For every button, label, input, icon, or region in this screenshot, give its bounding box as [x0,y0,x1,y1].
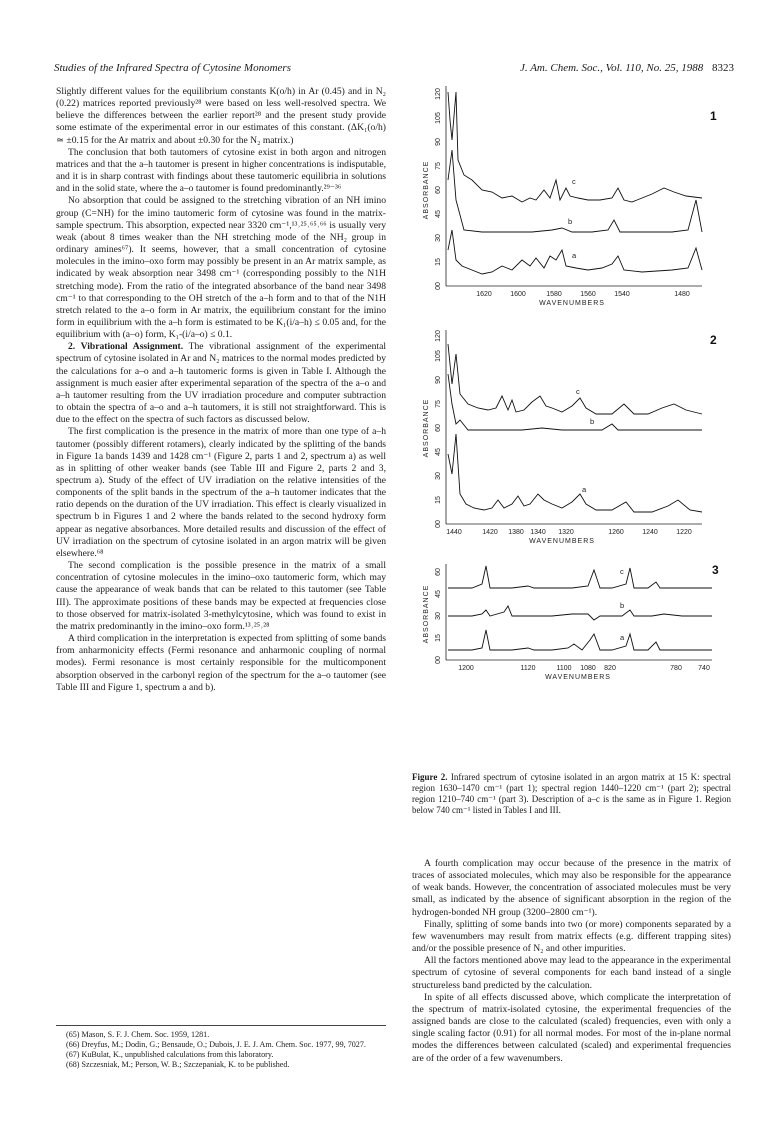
y-tick-label: 15 [435,258,442,266]
y-tick-label: 00 [435,520,442,528]
x-tick-label: 1080 [580,665,596,672]
trace-label-a: a [620,633,625,642]
paragraph: All the factors mentioned above may lead to the appearance in the experimental spectrum of cytosine of several components for each band instead of a single structureless band predicted by the calculation. [412,955,731,991]
page-number: 8323 [712,62,734,74]
x-tick-label: 1560 [580,291,596,298]
y-tick-label: 75 [435,162,442,170]
x-tick-label: 780 [670,665,682,672]
x-tick-label: 1320 [558,529,574,536]
trace-label-b: b [590,417,595,426]
y-tick-label: 30 [435,472,442,480]
journal-citation: J. Am. Chem. Soc., Vol. 110, No. 25, 1988 [520,62,704,74]
section-heading: 2. Vibrational Assignment. [68,341,184,353]
y-axis-label: ABSORBANCE [423,160,430,220]
y-tick-label: 00 [435,282,442,290]
panel-number: 1 [710,109,717,123]
x-ticks [476,291,690,307]
x-tick-label: 1580 [546,291,562,298]
y-tick-label: 105 [435,350,442,362]
trace-label-c: c [572,177,576,186]
x-tick-label: 1220 [676,529,692,536]
x-tick-label: 1600 [510,291,526,298]
trace-label-c: c [620,567,624,576]
y-tick-label: 30 [435,234,442,242]
panel-number: 3 [712,563,719,577]
y-tick-label: 60 [435,424,442,432]
y-tick-label: 90 [435,138,442,146]
section-paragraph [56,341,386,426]
y-tick-label: 120 [435,330,442,342]
y-axis-label: ABSORBANCE [423,398,430,458]
y-tick-label: 120 [435,88,442,100]
x-tick-label: 1440 [446,529,462,536]
paragraph: No absorption that could be assigned to the stretching vibration of an NH imino group (C=NH) for the imino tautomeric form of cytosine was found in the matrix-sample spectrum. This absorption, expected near 3320 cm⁻¹,¹³˒²⁵˒⁶⁵˒⁶⁶ is usually very weak (about 8 times weaker than the NH stretching mode of the NH₂ group in ordinary amines⁶⁷). It seems, however, that a small concentration of cytosine molecules in the imino–oxo form may possibly be present in an Ar matrix sample, as indicated by weak absorption near 3498 cm⁻¹ (corresponding possibly to the N1H stretching mode). From the ratio of the integrated absorbance of the band near 3498 cm⁻¹ to that corresponding to the OH stretch of the a–h form and to that of the N1H stretch related to the a–o form in Ar matrix, the equilibrium constant for the imino form in equilibrium with the a–h form is estimated to be K₁(i/a–h) ≤ 0.05 and, for the equilibrium with (a–o) form, K₁-(i/a–o) ≤ 0.1. [56,195,386,341]
x-tick-label: 1620 [476,291,492,298]
trace-label-b: b [620,601,625,610]
section-text: The vibrational assignment of the experimental spectrum of cytosine isolated in Ar and N₂ matrices to the normal modes predicted by the calculations for a–o and a–h tautomeric forms is given in Table I. Although the assignment is much easier after experimental separation of the spectra of the a–o and a–h tautomer resulting from the UV irradiation procedure and computer subtraction to obtain the spectra of a–o and a–h tautomers, it is still not straightforward. This is due to the effect on the spectra of such factors as discussed below. [56,341,386,426]
paragraph: A fourth complication may occur because of the presence in the matrix of traces of associated molecules, which may also be responsible for the appearance of weak bands. However, the concentration of associated molecules must be very small, as indicated by the absence of significant absorption in the region of the hydrogen-bonded NH group (3200–2800 cm⁻¹). [412,858,731,918]
reference-item: (66) Dreyfus, M.; Dodin, G.; Bensaude, O.; Dubois, J. E. J. Am. Chem. Soc. 1977, 99, 7027. [66,1040,366,1050]
caption-text: Infrared spectrum of cytosine isolated in an argon matrix at 15 K: spectral region 1630–1470 cm⁻¹ (part 1); spectral region 1440–1220 cm⁻¹ (part 2); spectral region 1210–740 cm⁻¹ (part 3). Description of a–c is the same as in Figure 1. Region below 740 cm⁻¹ listed in Tables I and III. [412,772,731,815]
trace-a [448,630,712,650]
y-tick-label: 15 [435,634,442,642]
left-column [56,86,386,694]
paragraph: Finally, splitting of some bands into two (or more) components separated by a few wavenumbers may result from matrix effects (e.g. different trapping sites) and/or the possible presence of N₂ and other impurities. [412,918,731,955]
x-tick-label: 1200 [458,665,474,672]
x-tick-label: 1340 [530,529,546,536]
y-tick-label: 90 [435,376,442,384]
x-tick-label: 740 [698,665,710,672]
x-tick-label: 1540 [614,291,630,298]
x-axis-label: WAVENUMBERS [529,538,595,545]
reference-item: (67) KuBulat, K., unpublished calculations from this laboratory. [66,1050,274,1060]
y-tick-label: 75 [435,400,442,408]
trace-a [448,434,702,512]
trace-label-c: c [576,387,580,396]
caption-label: Figure 2. [412,772,448,782]
spectrum-panel-1 [412,80,732,310]
x-tick-label: 1120 [520,665,536,672]
y-tick-label: 45 [435,448,442,456]
x-tick-label: 820 [604,665,616,672]
y-ticks [423,88,442,290]
x-tick-label: 1420 [482,529,498,536]
reference-item: (65) Mason, S. F. J. Chem. Soc. 1959, 1281. [66,1030,210,1039]
x-axis-label: WAVENUMBERS [545,674,611,681]
paragraph: The first complication is the presence in the matrix of more than one type of a–h tautomer (possibly different rotamers), clearly indicated by the splitting of the bands in Figure 1a bands 1439 and 1428 cm⁻¹ (Figure 2, parts 1 and 2, spectrum a) as well as in splitting of other weaker bands (see Table III and Figure 2, parts 2 and 3, spectrum a). Study of the effect of UV irradiation on the relative intensities of the components of the split bands in the spectrum of the a–h tautomer indicates that the ratio depends on the duration of the UV irradiation. This effect is clearly visualized in spectrum b in Figures 1 and 2 where the bands related to the second hydroxy form appear as negative absorbances. More detailed results and discussion of the effect of UV irradiation on the spectrum of cytosine isolated in an argon matrix will be given elsewhere.⁶⁸ [56,426,386,559]
x-tick-label: 1380 [508,529,524,536]
reference-item: (68) Szczesniak, M.; Person, W. B.; Szczepaniak, K. to be published. [66,1060,290,1070]
spectrum-panel-3 [412,560,732,760]
paragraph: Slightly different values for the equilibrium constants K(o/h) in Ar (0.45) and in N₂ (0.22) matrices reported previously²⁸ were based on less well-resolved spectra. We believe the differences between the earlier report²⁸ and the present study provide some estimate of the experimental error in our estimates of this constant. (ΔK₁(o/h) ≃ ±0.15 for the Ar matrix and about ±0.30 for the N₂ matrix.) [56,86,386,146]
y-tick-label: 105 [435,112,442,124]
paragraph: The conclusion that both tautomers of cytosine exist in both argon and nitrogen matrices and that the a–h tautomer is present in higher concentrations is indisputable, and it is in sharp contrast with findings about these tautomeric equilibria in solutions and in the solid state, where the a–o tautomer is found predominantly.²⁹⁻³⁶ [56,146,386,195]
y-tick-label: 00 [435,656,442,664]
trace-label-b: b [568,217,573,226]
y-axis-label: ABSORBANCE [423,584,430,644]
trace-c [448,344,702,414]
spectrum-panel-2 [412,324,732,554]
y-tick-label: 30 [435,612,442,620]
y-tick-label: 45 [435,590,442,598]
x-tick-label: 1100 [556,665,572,672]
y-tick-label: 15 [435,496,442,504]
running-header-journal [520,62,734,74]
references [56,1025,386,1070]
y-tick-label: 60 [435,186,442,194]
x-tick-label: 1240 [642,529,658,536]
right-column [412,858,731,1065]
y-tick-label: 45 [435,210,442,218]
x-tick-label: 1260 [608,529,624,536]
paragraph: The second complication is the possible presence in the matrix of a small concentration of cytosine molecules in the imino–oxo tautomeric form, which may cause the appearance of weak bands that can be related to this tautomer (see Table III). The approximate positions of these bands may be expected at frequencies close to those observed for matrix-isolated 3-methylcytosine, which was found to exist in the matrix predominantly in the imino–oxo form.¹³˒²⁵˒²⁸ [56,560,386,632]
x-axis-label: WAVENUMBERS [539,300,605,307]
trace-label-a: a [572,251,577,260]
paragraph: A third complication in the interpretation is expected from splitting of some bands from anharmonicity effects (Fermi resonance and anharmonic coupling of normal modes). Fermi resonance is most certainly responsible for the multicomponent absorption observed in the carbonyl region of the spectrum for the a–o tautomer (see Table III and Figure 1, spectrum a and b). [56,633,386,693]
x-tick-label: 1480 [674,291,690,298]
trace-b [448,606,712,620]
paragraph: In spite of all effects discussed above, which complicate the interpretation of the spectrum of matrix-isolated cytosine, the experimental frequencies of the assigned bands are close to the calculated (scaled) frequencies, even with only a single scaling factor (0.91) for all normal modes. For most of the in-plane normal modes the differences between calculated (scaled) and experimental frequencies are of the order of a few wavenumbers. [412,991,731,1064]
running-header-title: Studies of the Infrared Spectra of Cytosine Monomers [54,62,291,74]
trace-c [448,566,712,588]
panel-number: 2 [710,333,717,347]
figure-2 [412,80,732,780]
y-tick-label: 60 [435,568,442,576]
trace-label-a: a [582,485,587,494]
figure-caption [412,772,731,816]
trace-b [448,374,702,430]
